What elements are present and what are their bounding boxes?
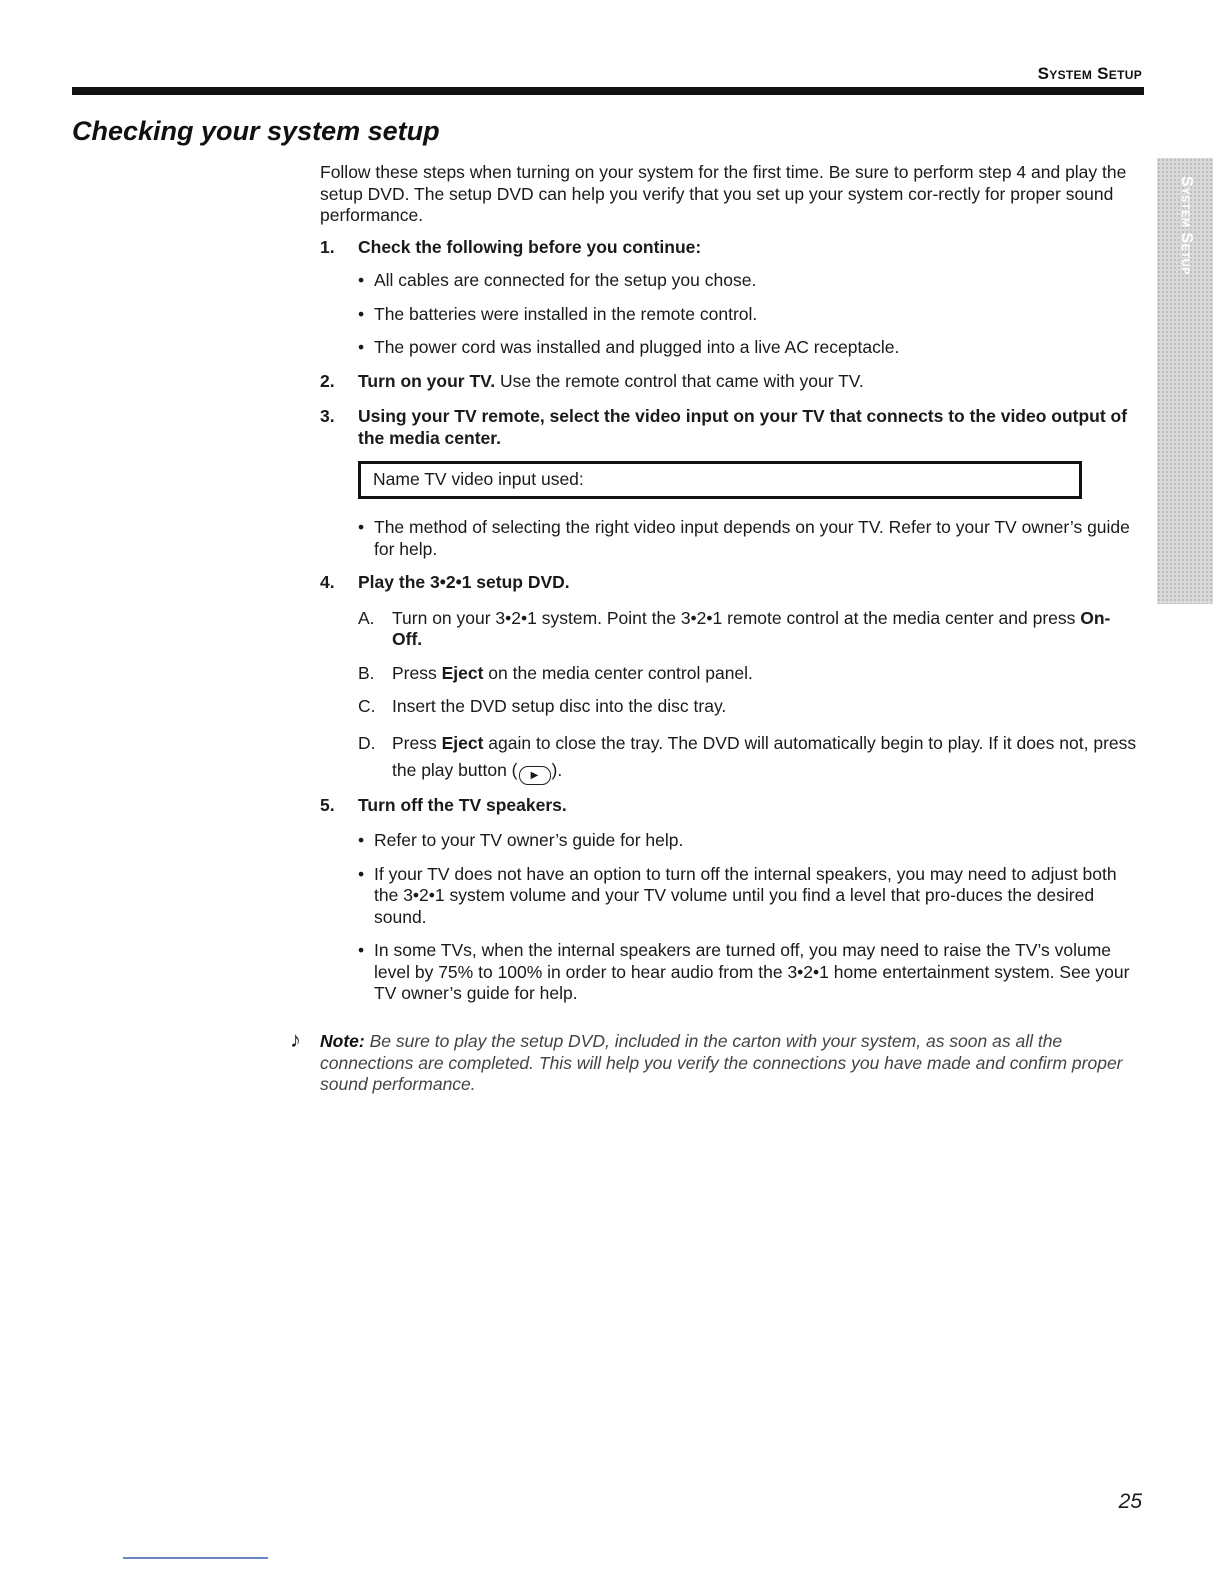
step-title: Using your TV remote, select the video input on your TV that connects to the video output of the media center.: [358, 406, 1128, 448]
substep-bold: Eject: [441, 662, 484, 683]
substep-d: [320, 730, 1140, 785]
list-item: • In some TVs, when the internal speakers are turned off, you may need to raise the TV’s volume level by 75% to 100% in order to hear audio from the 3•2•1 home entertainment system. See your TV owner’s guide for help.: [320, 940, 1140, 1005]
substep-text: Press: [392, 732, 442, 753]
list-item: • Refer to your TV owner’s guide for help.: [320, 830, 1140, 852]
step-1: [320, 237, 1140, 259]
content: [320, 162, 1140, 1005]
substep-letter: A.: [358, 607, 375, 628]
substep-text: Press: [392, 662, 442, 683]
tv-input-write-in-box: [358, 461, 1082, 499]
list-item: • The batteries were installed in the remote control.: [320, 304, 1140, 326]
note-body: Be sure to play the setup DVD, included in the carton with your system, as soon as all the connections are completed. This will help you verify the connections you have made and confirm proper sound performance.: [320, 1031, 1123, 1094]
substep-text: again to close the tray. The DVD will automatically begin to play. If it does not, press the play button (: [392, 732, 1137, 780]
page-title: Checking your system setup: [72, 116, 440, 146]
side-tab: [1157, 158, 1213, 604]
substep-c: [320, 696, 1140, 718]
list-item: • The power cord was installed and plugged into a live AC receptacle.: [320, 337, 1140, 359]
step-text: Use the remote control that came with your TV.: [495, 370, 864, 391]
substep-a: [320, 608, 1140, 651]
substep-text: Turn on your 3•2•1 system. Point the 3•2•1 remote control at the media center and press: [392, 607, 1081, 628]
intro-paragraph: Follow these steps when turning on your system for the first time. Be sure to perform step 4 and play the setup DVD. The setup DVD can help you verify that you set up your system cor-rectly for proper sound performance.: [320, 162, 1127, 225]
note-label: Note:: [320, 1031, 365, 1051]
footer-rule: [123, 1557, 268, 1559]
step-3: [320, 406, 1140, 449]
step-number: 5.: [320, 794, 335, 815]
page-number: 25: [1118, 1490, 1142, 1513]
section-label: System Setup: [1037, 64, 1142, 83]
step-number: 4.: [320, 572, 335, 592]
step-4: [320, 572, 1140, 594]
substep-letter: B.: [358, 662, 375, 683]
substep-b: [320, 663, 1140, 685]
step-title: Turn off the TV speakers.: [358, 794, 567, 815]
substep-bold: Eject: [441, 732, 484, 753]
box-label: Name TV video input used:: [373, 469, 584, 490]
substep-text: ).: [551, 759, 563, 780]
side-tab-label: System Setup: [1178, 176, 1195, 276]
music-note-icon: ♪: [290, 1027, 301, 1052]
substep-bold: On-Off.: [392, 607, 1111, 649]
play-button-icon: ▶: [519, 766, 551, 785]
substep-letter: D.: [358, 732, 376, 753]
step-number: 1.: [320, 236, 335, 257]
header-rule: [72, 87, 1144, 95]
note: [290, 1027, 1140, 1096]
step-title: Play the 3•2•1 setup DVD.: [358, 572, 570, 592]
step-2: [320, 371, 1140, 393]
step-title: Turn on your TV.: [358, 370, 496, 391]
substep-text: on the media center control panel.: [483, 662, 753, 683]
substep-letter: C.: [358, 696, 376, 716]
step-5: [320, 795, 1140, 817]
list-item: • All cables are connected for the setup you chose.: [320, 270, 1140, 292]
substep-text: Insert the DVD setup disc into the disc tray.: [392, 696, 727, 716]
list-item: • The method of selecting the right video input depends on your TV. Refer to your TV owner’s guide for help.: [320, 517, 1140, 560]
step-number: 2.: [320, 370, 335, 391]
step-number: 3.: [320, 406, 335, 426]
list-item: • If your TV does not have an option to turn off the internal speakers, you may need to adjust both the 3•2•1 system volume and your TV volume until you find a level that pro-duces the desired sound.: [320, 864, 1140, 929]
note-text: [290, 1027, 1140, 1096]
step-title: Check the following before you continue:: [358, 236, 702, 257]
